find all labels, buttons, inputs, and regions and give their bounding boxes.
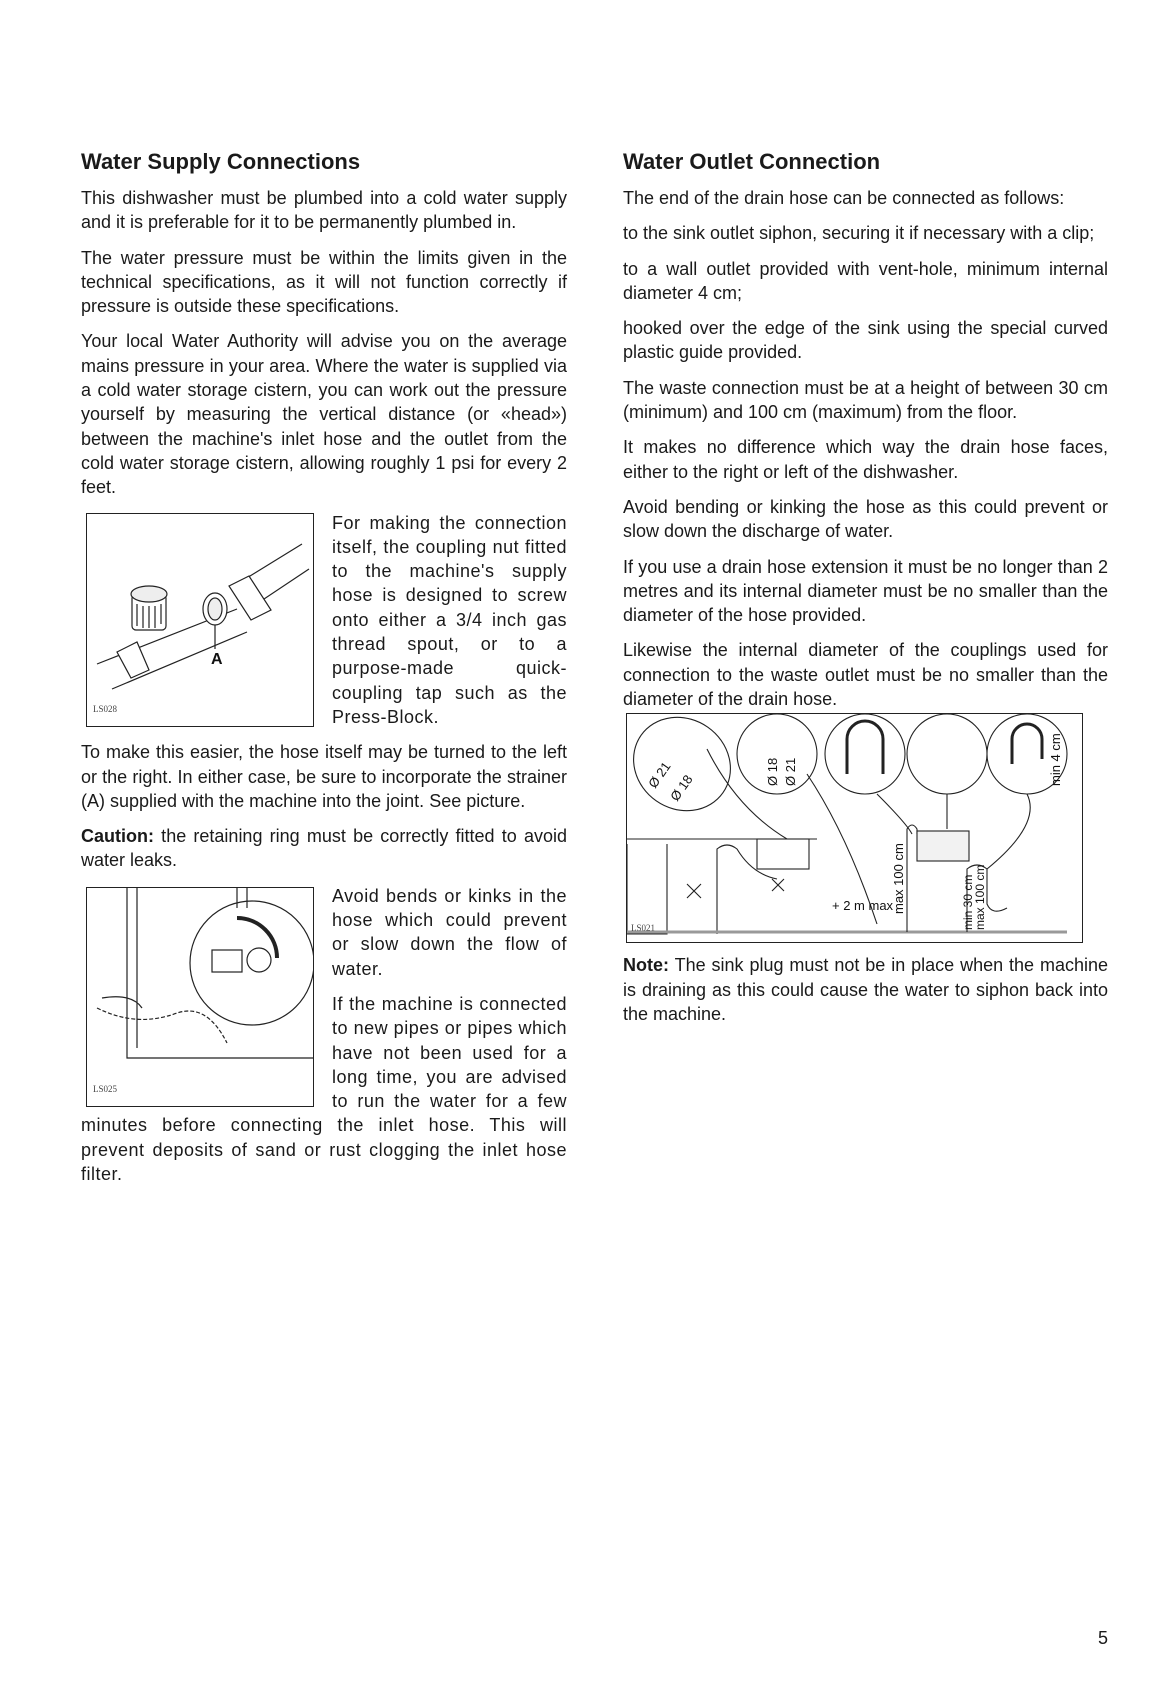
paragraph: If you use a drain hose extension it must be no longer than 2 metres and its internal diameter must be no smaller than the diameter of the hose provided. xyxy=(623,556,1108,626)
paragraph: This dishwasher must be plumbed into a cold water supply and it is preferable for it to be permanently plumbed in. xyxy=(81,188,567,233)
hose-drawing xyxy=(87,888,313,1106)
figure-code: LS021 xyxy=(631,923,656,934)
drain-connection-diagram xyxy=(626,713,1083,943)
paragraph: The water pressure must be within the limits given in the technical specifications, as it will not function correctly if pressure is outside these specifications. xyxy=(81,247,567,317)
right-column xyxy=(623,148,1108,1037)
paragraph: Avoid bending or kinking the hose as this could prevent or slow down the discharge of water. xyxy=(623,496,1108,542)
min-4cm-label: min 4 cm xyxy=(1048,733,1063,787)
paragraph: Avoid bends or kinks in the hose which could prevent or slow down the flow of water. xyxy=(332,885,567,979)
caution-label: Caution: xyxy=(81,826,154,847)
paragraph: to a wall outlet provided with vent-hole, minimum internal diameter 4 cm; xyxy=(623,258,1108,303)
note-label: Note: xyxy=(623,955,669,976)
paragraph: It makes no difference which way the drain hose faces, either to the right or left of the dishwasher. xyxy=(623,437,1108,482)
tap-coupling-drawing xyxy=(87,514,313,726)
paragraph: The waste connection must be at a height of between 30 cm (minimum) and 100 cm (maximum) from the floor. xyxy=(623,377,1108,423)
note-paragraph xyxy=(623,953,1108,1026)
diameter-label: Ø 21 xyxy=(645,759,674,792)
water-outlet-heading: Water Outlet Connection xyxy=(623,149,881,174)
caution-text: the retaining ring must be correctly fitted to avoid water leaks. xyxy=(81,826,567,871)
paragraph: To make this easier, the hose itself may be turned to the left or the right. In either case, be sure to incorporate the strainer (A) supplied with the machine into the joint. See picture. xyxy=(81,742,567,811)
paragraph: Likewise the internal diameter of the couplings used for connection to the waste outlet must be no smaller than the diameter of the drain hose. xyxy=(623,640,1108,710)
coupling-illustration xyxy=(86,513,314,727)
drain-diagram-drawing xyxy=(627,714,1082,942)
max-100cm-label: max 100 cm xyxy=(973,864,987,931)
paragraph: hooked over the edge of the sink using the special curved plastic guide provided. xyxy=(623,318,1108,363)
min-30cm-label: min 30 cm xyxy=(961,874,975,931)
left-column xyxy=(81,148,567,1197)
diameter-label: Ø 18 xyxy=(765,758,780,787)
extension-max-label: + 2 m max xyxy=(832,898,894,914)
diameter-label: Ø 21 xyxy=(783,758,798,787)
hose-turning-illustration xyxy=(86,887,314,1107)
water-supply-heading: Water Supply Connections xyxy=(81,149,361,174)
page-number: 5 xyxy=(1098,1628,1109,1648)
figure-code: LS025 xyxy=(93,1084,118,1095)
strainer-label-a: A xyxy=(211,650,223,668)
max-100cm-label: max 100 cm xyxy=(891,843,906,915)
paragraph: For making the connection itself, the coupling nut fitted to the machine's supply hose is designed to screw onto either a 3/4 inch gas thread spout, or to a purpose-made quick-coupling tap such as the Press-Block. xyxy=(332,512,567,727)
caution-paragraph xyxy=(81,824,567,873)
paragraph: If the machine is connected to new pipes or pipes which have not been used for a long time, you are advised to run the water for a few minutes before connecting the inlet hose. This will prevent deposits of sand or rust clogging the inlet hose filter. xyxy=(81,993,567,1184)
paragraph: The end of the drain hose can be connected as follows: xyxy=(623,188,1065,208)
diameter-label: Ø 18 xyxy=(667,772,696,805)
paragraph: to the sink outlet siphon, securing it if necessary with a clip; xyxy=(623,223,1095,244)
figure-code: LS028 xyxy=(93,704,118,715)
note-text: The sink plug must not be in place when the machine is draining as this could cause the water to siphon back into the machine. xyxy=(623,955,1108,1024)
paragraph: Your local Water Authority will advise you on the average mains pressure in your area. Where the water is supplied via a cold water storage cistern, you can work out the pressure yourself by measuring the vertical distance (or «head») between the machine's inlet hose and the outlet from the cold water storage cistern, allowing roughly 1 psi for every 2 feet. xyxy=(81,331,567,498)
